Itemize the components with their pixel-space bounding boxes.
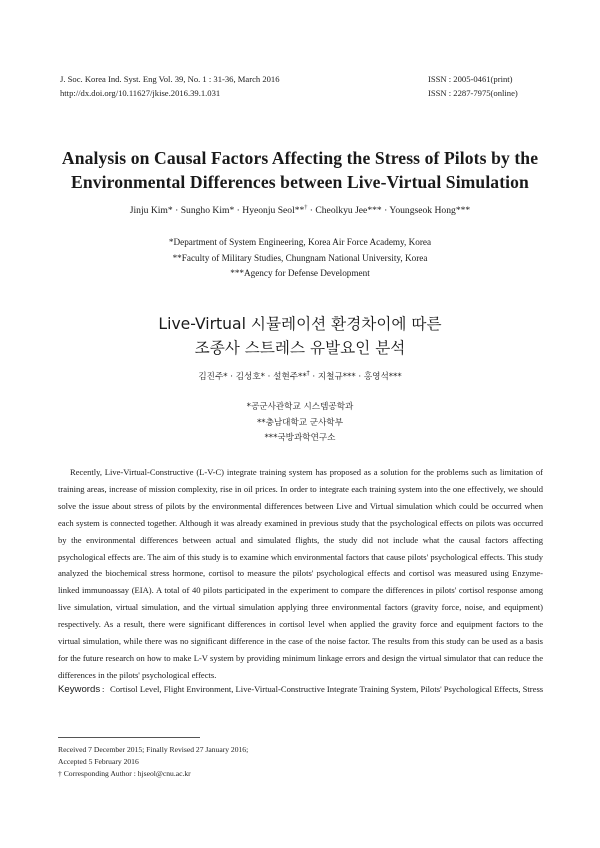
- corresponding-mark: †: [306, 370, 310, 378]
- korean-author-4: 지철규***: [317, 372, 356, 382]
- journal-header-left: [60, 72, 280, 100]
- keywords-colon: :: [102, 684, 105, 694]
- author-separator: ·: [309, 372, 318, 382]
- author-separator: ·: [307, 205, 316, 217]
- korean-affiliation-3: ***국방과학연구소: [264, 433, 336, 443]
- received-date: Received 7 December 2015; Finally Revised 27 January 2016;: [58, 745, 249, 754]
- korean-affiliation-list: [40, 400, 560, 447]
- author-separator: ·: [172, 205, 181, 217]
- author-3: Hyeonju Seol**: [242, 205, 305, 217]
- keywords-text: Cortisol Level, Flight Environment, Live-Virtual-Constructive Integrate Training System, Pilots' Psychological Effects, Stress: [110, 684, 544, 694]
- keywords-label: Keywords: [58, 684, 101, 695]
- author-list: [40, 205, 560, 216]
- korean-affiliation-1: *공군사관학교 시스템공학과: [246, 402, 354, 412]
- abstract: Recently, Live-Virtual-Constructive (L-V-C) integrate training system has proposed as a solution for the problems such as limitation of training areas, increase of mission complexity, rise in oil prices. In order to integrate each training system into the one effectively, we should solve the issue about stress of pilots by the environmental differences between Live and Virtual simulation which could be occurred when each system is connected together. Although it was already examined in previous study that the psychological effects on pilots was occurred by the environmental differences between actual and simulated flights, the study did not include what the causal factors affecting psychological effects are. The aim of this study is to examine which environmental factors that cause pilots' psychological effects. This study analyzed the biochemical stress hormone, cortisol to measure the pilots' psychological effects and cortisol was measured using Enzyme-linked immunoassay (EIA). A total of 40 pilots participated in the experiment to compare the differences in pilots' cortisol response among live simulation, virtual simulation, and the virtual simulation applying three environmental factors (gravity force, noise, and equipment) respectively. As a result, there were significant differences in cortisol level when applied the gravity force and equipment factors to the virtual simulation, while there was no significant difference in the case of the noise factor. The results from this study can be used as a basis for the future research on how to make L-V system by providing minimum linkage errors and design the virtual simulator that can reduce the differences in the pilots' psychological effects.: [58, 467, 543, 680]
- doi-link[interactable]: http://dx.doi.org/10.11627/jkise.2016.39.1.031: [60, 88, 221, 98]
- keywords-block: [58, 682, 544, 697]
- title-line-1: Analysis on Causal Factors Affecting the Stress of Pilots by the: [61, 148, 539, 168]
- affiliation-1: *Department of System Engineering, Korea Air Force Academy, Korea: [168, 237, 432, 247]
- author-separator: ·: [234, 205, 243, 217]
- author-1: Jinju Kim*: [129, 205, 173, 217]
- author-5: Youngseok Hong***: [389, 205, 471, 217]
- corresponding-author-text: Corresponding Author : hjseol@cnu.ac.kr: [63, 769, 191, 779]
- author-separator: ·: [381, 205, 390, 217]
- corresponding-author: [58, 768, 248, 780]
- author-4: Cheolkyu Jee***: [315, 205, 382, 217]
- korean-author-2: 김성호*: [235, 372, 265, 382]
- korean-affiliation-2: **충남대학교 군사학부: [256, 417, 344, 428]
- author-2: Sungho Kim*: [180, 205, 235, 217]
- title-line-2: Environmental Differences between Live-Virtual Simulation: [71, 172, 529, 192]
- affiliation-list: [40, 235, 560, 282]
- korean-title: [40, 312, 560, 360]
- paper-title: [40, 146, 560, 194]
- author-separator: ·: [227, 372, 236, 382]
- korean-author-5: 홍영석***: [363, 372, 402, 382]
- korean-author-1: 김진주*: [198, 372, 228, 382]
- corresponding-mark: †: [304, 205, 308, 211]
- author-separator: ·: [264, 372, 274, 382]
- korean-author-3: 설현주**: [273, 372, 307, 382]
- korean-title-line-2: 조종사 스트레스 유발요인 분석: [194, 339, 406, 357]
- affiliation-2: **Faculty of Military Studies, Chungnam National University, Korea: [172, 252, 428, 263]
- affiliation-3: ***Agency for Defense Development: [230, 268, 370, 278]
- footnotes: [58, 744, 248, 781]
- korean-author-list: [40, 370, 560, 382]
- issn-print: ISSN : 2005-0461(print): [428, 74, 513, 84]
- journal-header-right: [428, 72, 518, 100]
- accepted-date: Accepted 5 February 2016: [58, 757, 139, 767]
- footnote-divider: [58, 737, 200, 738]
- corresponding-mark: †: [58, 769, 62, 779]
- korean-title-line-1: Live-Virtual 시뮬레이션 환경차이에 따른: [158, 315, 442, 333]
- author-separator: ·: [355, 372, 364, 382]
- issn-online: ISSN : 2287-7975(online): [428, 88, 518, 98]
- journal-citation: J. Soc. Korea Ind. Syst. Eng Vol. 39, No. 1 : 31-36, March 2016: [60, 74, 280, 84]
